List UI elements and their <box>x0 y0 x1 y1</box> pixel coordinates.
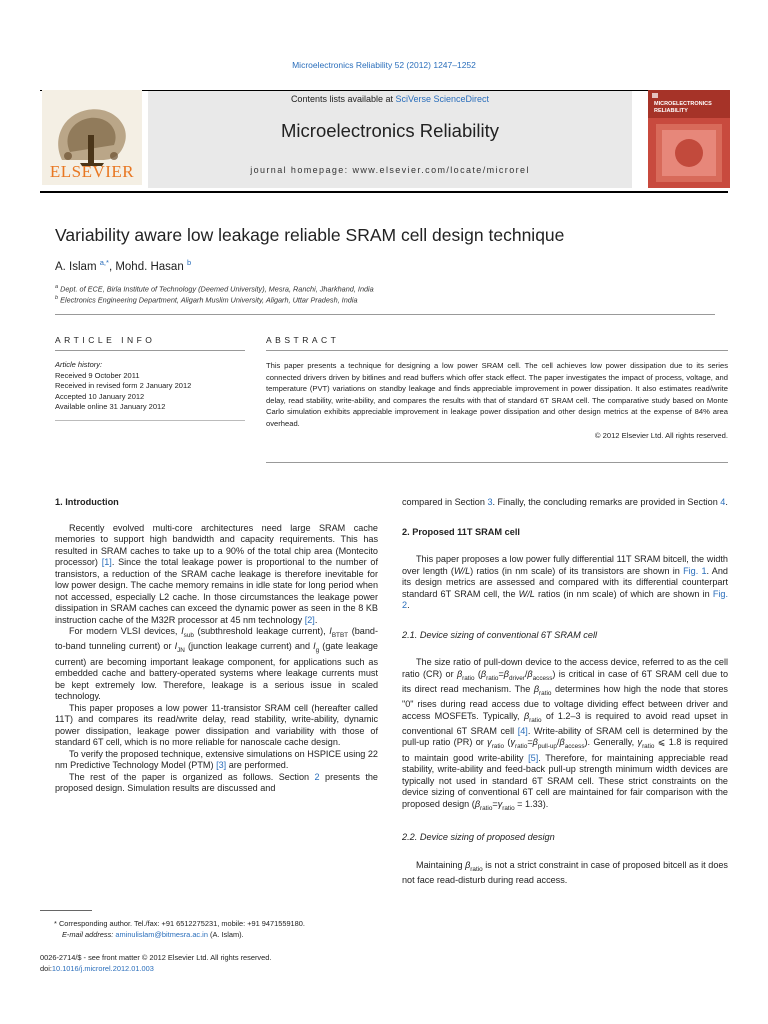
subscript: g <box>315 647 320 655</box>
subscript: ratio <box>529 716 542 724</box>
subscript: JN <box>177 647 185 655</box>
text: . Since the total leakage power is proportional to the number of transistors, a reduction of the SRAM cache leakage is therefore inevitable for low power design. The cache memory remains in idle state for long period when not accessed, especially L2 cache. In those circumstances the leakage power dissipation in SRAM caches can exceed the dynamic power as seen in the 8 KB instruction cache of the M32R processor at 45 nm technology <box>55 557 378 625</box>
text: . Therefore, for maintaining appreciable read stability, write-ability and feed-back pull-up strength minimum width devices are typically not used in standard 6T SRAM cell. These strict constraints on the device sizing of conventional 6T cell are maintained for fair comparison with the proposed design ( <box>402 752 728 809</box>
corresponding-author-footnote <box>40 918 380 940</box>
history-received: Received 9 October 2011 <box>55 370 140 380</box>
doi-line <box>40 963 271 974</box>
subscript: access <box>564 743 585 751</box>
history-online: Available online 31 January 2012 <box>55 402 166 412</box>
doi-link[interactable]: 10.1016/j.microrel.2012.01.003 <box>51 964 154 973</box>
journal-cover-image <box>648 90 730 188</box>
subscript: driver <box>508 674 525 682</box>
text: = <box>527 737 533 748</box>
email-tail: (A. Islam). <box>207 930 244 939</box>
abstract-bottom-rule <box>266 462 728 463</box>
footnote-line <box>40 918 380 929</box>
symbol: I <box>329 626 332 636</box>
paragraph <box>55 772 378 795</box>
section-heading-proposed: 2. Proposed 11T SRAM cell <box>402 526 520 537</box>
issn-block <box>40 952 271 974</box>
citation-link[interactable]: [5] <box>528 752 539 763</box>
symbol: I <box>174 641 178 652</box>
subscript: ratio <box>486 674 499 682</box>
symbol: β <box>456 668 463 679</box>
subscript: ratio <box>480 804 493 812</box>
history-revised: Received in revised form 2 January 2012 <box>55 381 192 391</box>
email-label: E-mail address: <box>62 930 116 939</box>
abstract-text: This paper presents a technique for designing a low power SRAM cell. The cell achieves low power dissipation due to its series connected drivers driven by bitlines and read buffers which offer stack effect. The paper investigates the impact of process, voltage, and temperature (PVT) variations on standby leakage and finds appreciable improvement in power dissipation. It also estimates read/write delay, read stability, write-ability, and compares the results with that of standard 6T SRAM cell. The comparative study based on Monte Carlo simulation exhibits appreciable improvement in leakage power dissipation and other design metrics at the expense of 84% area overhead. <box>266 361 728 428</box>
footnote-line <box>40 929 380 940</box>
symbol: β <box>474 798 481 809</box>
left-column <box>55 497 378 795</box>
contents-prefix: Contents lists available at <box>290 94 396 104</box>
text: ) ratios (in nm scale) of its transistors are shown in <box>470 565 684 576</box>
text: presents the proposed design. Simulation results are discussed and <box>55 771 378 794</box>
symbol: γ <box>510 737 515 748</box>
affiliation-rule <box>55 314 715 315</box>
affiliation-marker: b <box>55 295 59 301</box>
text: (band-to-band tunneling current) or <box>55 626 379 652</box>
symbol: β <box>533 683 540 694</box>
text: . And its design metrics are assessed and compared with its differential counterpart standard 6T SRAM cell, the <box>402 565 728 599</box>
symbol: β <box>532 737 538 748</box>
text: are performed. <box>226 760 289 771</box>
subsection-heading-6t: 2.1. Device sizing of conventional 6T SRAM cell <box>402 629 598 640</box>
symbol: γ <box>637 737 643 748</box>
footnote-text: Corresponding author. Tel./fax: +91 6512275231, mobile: +91 9471559180. <box>56 919 305 928</box>
affiliation-marker: a <box>55 284 59 290</box>
elsevier-logo <box>42 90 142 185</box>
citation-link[interactable]: [3] <box>216 760 227 771</box>
history-accepted: Accepted 10 January 2012 <box>55 391 145 401</box>
citation-link[interactable]: [1] <box>101 557 112 567</box>
text: = 1.33). <box>514 798 549 809</box>
text: ratios (in nm scale) of which are shown in <box>534 588 713 599</box>
paragraph <box>55 523 378 627</box>
figure-link[interactable]: Fig. 2 <box>402 588 728 610</box>
paragraph <box>402 554 728 612</box>
text: The rest of the paper is organized as follows. Section <box>69 771 315 782</box>
journal-citation[interactable]: Microelectronics Reliability 52 (2012) 1247–1252 <box>292 60 476 70</box>
text: . <box>407 600 410 610</box>
subscript: access <box>532 674 553 682</box>
paragraph <box>55 749 378 772</box>
subscript: ratio <box>502 804 515 812</box>
subscript: ratio <box>514 743 528 751</box>
text: ⩽ 1.8 is required to maintain good write-ability <box>402 737 728 763</box>
author-separator: , <box>108 260 116 273</box>
symbol: I <box>181 626 184 636</box>
journal-homepage[interactable]: journal homepage: www.elsevier.com/locate/microrel <box>250 165 530 175</box>
article-info-rule <box>55 350 245 351</box>
article-info-heading: ARTICLE INFO <box>55 335 156 345</box>
footnote-marker: * <box>54 919 57 928</box>
text: (gate leakage current) are becoming important leakage component, for applications such as embedded cache and battery-operated systems where leakage currents must be kept extremely low. Therefore, leakage is a serious issue in scaled technology. <box>55 641 378 702</box>
paragraph <box>55 626 378 703</box>
text: ( <box>504 737 511 748</box>
subscript: ratio <box>642 743 655 751</box>
subscript: ratio <box>462 674 475 682</box>
text: ( <box>474 668 481 679</box>
paragraph <box>402 657 728 814</box>
author-affiliation-link[interactable]: b <box>186 258 192 267</box>
text: is not a strict constraint in case of proposed bitcell as it does not face read-disturb during read access. <box>402 859 728 885</box>
symbol: I <box>313 641 316 652</box>
affiliation-a <box>55 284 374 293</box>
text: For modern VLSI devices, <box>69 626 182 636</box>
figure-link[interactable]: Fig. 1 <box>683 565 707 576</box>
affiliation-text: Dept. of ECE, Birla Institute of Technology (Deemed University), Mesra, Ranchi, Jharkhand, India <box>60 284 374 294</box>
subscript: BTBT <box>331 631 349 639</box>
cover-title: MICROELECTRONICS RELIABILITY <box>654 101 712 114</box>
text: / <box>556 737 560 748</box>
section-link[interactable]: 2 <box>314 771 320 782</box>
email-link[interactable]: aminulislam@bitmesra.ac.in <box>115 930 208 939</box>
text: (junction leakage current) and <box>184 641 314 652</box>
article-title: Variability aware low leakage reliable SRAM cell design technique <box>55 225 565 245</box>
text: ) is critical in case of 6T SRAM cell due to its direct read mechanism. The <box>402 668 728 694</box>
symbol: β <box>503 668 509 679</box>
subscript: ratio <box>539 689 552 697</box>
text: / <box>524 668 528 679</box>
symbol: W/L <box>518 588 535 599</box>
doi-label: doi: <box>40 964 52 973</box>
author-name: Mohd. Hasan <box>115 260 184 273</box>
section-link[interactable]: 4 <box>720 497 726 507</box>
section-link[interactable]: 3 <box>487 497 493 507</box>
paragraph: This paper proposes a low power 11-transistor SRAM cell (hereafter called 11T) and compares its read/write delay, read stability, write-ability, dynamic power dissipation, leakage power dissipation and variability with those of standard 6T cell, which is no more reliable for nanoscale cache design. <box>55 702 378 748</box>
text: compared in Section <box>402 497 488 507</box>
text: . Finally, the concluding remarks are provided in Section <box>492 497 721 507</box>
text: Maintaining <box>416 859 466 870</box>
subscript: ratio <box>470 865 483 873</box>
symbol: β <box>523 710 530 721</box>
text: = <box>498 668 504 679</box>
symbol: β <box>559 737 565 748</box>
text: = <box>492 798 498 809</box>
text: This paper proposes a low power fully differential 11T SRAM bitcell, the width over length ( <box>402 554 728 576</box>
author-list <box>55 258 191 273</box>
text: . Write-ability of SRAM cell is determined by the pull-up ratio (PR) or <box>402 725 728 748</box>
subscript: pull-up <box>537 743 557 751</box>
paragraph <box>402 497 728 509</box>
author-affiliation-link[interactable]: a,* <box>99 258 109 267</box>
symbol: W/L <box>453 565 471 576</box>
symbol: γ <box>497 798 503 809</box>
abstract-body <box>266 360 728 441</box>
text: ). Generally, <box>584 737 638 748</box>
abstract-rule <box>266 350 728 351</box>
affiliation-text: Electronics Engineering Department, Aligarh Muslim University, Aligarh, Uttar Pradesh, India <box>60 295 358 305</box>
citation-link[interactable]: [2] <box>304 614 315 625</box>
text: of 1.2–3 is required to avoid read upset in conventional 6T SRAM cell <box>402 710 728 736</box>
text: (subthreshold leakage current), <box>193 626 330 636</box>
issn-line: 0026-2714/$ - see front matter © 2012 Elsevier Ltd. All rights reserved. <box>40 953 272 962</box>
text: Recently evolved multi-core architectures need large SRAM cache memories to support high bandwidth and capacity requirements. This has resulted in SRAM caches to take up to a 90% of the total chip area (Montecito processor) <box>55 522 378 567</box>
footnote-rule <box>40 910 92 911</box>
journal-title: Microelectronics Reliability <box>281 120 499 141</box>
subsection-heading-proposed: 2.2. Device sizing of proposed design <box>402 832 555 843</box>
article-history <box>55 360 245 413</box>
text: To verify the proposed technique, extensive simulations on HSPICE using 22 nm Predictive Technology Model (PTM) <box>55 748 378 771</box>
citation-link[interactable]: [4] <box>517 725 528 736</box>
section-heading-intro: 1. Introduction <box>55 497 119 507</box>
history-rule <box>55 420 245 421</box>
paragraph <box>402 860 728 887</box>
author-name: A. Islam <box>55 260 97 273</box>
right-column <box>402 497 728 886</box>
text: determines how high the node that stores "0" rises during read access due to voltage dividing effect between driver and access MOSFETs. Typically, <box>402 683 728 721</box>
subscript: ratio <box>491 743 505 751</box>
abstract-heading: ABSTRACT <box>266 335 340 345</box>
affiliation-b <box>55 295 358 304</box>
text: The size ratio of pull-down device to the access device, referred to as the cell ratio (CR) or <box>402 657 728 679</box>
history-label: Article history: <box>55 360 103 369</box>
text: . <box>725 497 728 507</box>
subscript: sub <box>183 631 194 639</box>
symbol: β <box>527 668 533 679</box>
contents-line <box>148 94 632 104</box>
text: . <box>314 614 318 625</box>
symbol: β <box>480 668 487 679</box>
header-bottom-rule <box>40 191 728 193</box>
abstract-copyright: © 2012 Elsevier Ltd. All rights reserved. <box>594 430 728 440</box>
sciencedirect-link[interactable]: SciVerse ScienceDirect <box>395 94 490 104</box>
elsevier-wordmark: ELSEVIER <box>49 162 135 181</box>
symbol: β <box>465 859 471 870</box>
symbol: γ <box>487 737 492 748</box>
